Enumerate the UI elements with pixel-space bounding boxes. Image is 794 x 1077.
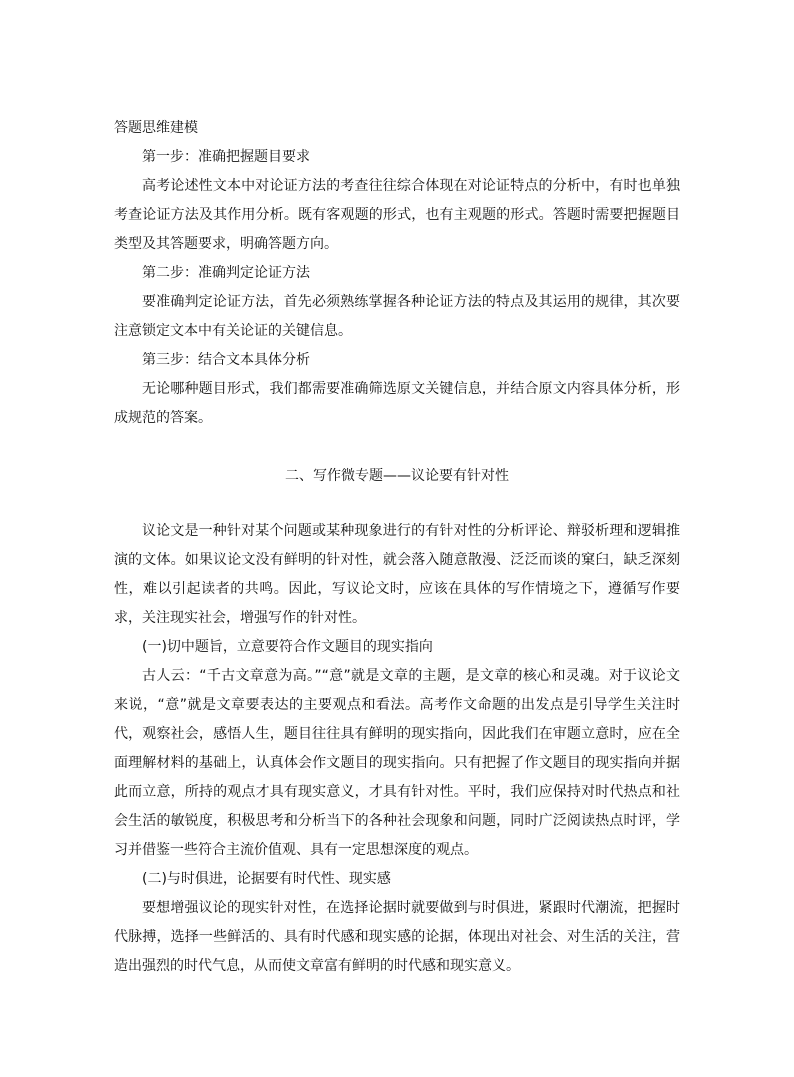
- step-3-title: 第三步：结合文本具体分析: [142, 352, 310, 368]
- step-1-text: 高考论述性文本中对论证方法的考查往往综合体现在对论证特点的分析中，有时也单独考查论证方法及其作用分析。既有客观题的形式，也有主观题的形式。答题时需要把握题目类型及其答题要求，明确答题方向。: [114, 178, 680, 252]
- step-3-text: 无论哪种题目形式，我们都需要准确筛选原文关键信息，并结合原文内容具体分析，形成规范的答案。: [114, 381, 680, 426]
- section-gap: [114, 433, 680, 459]
- subtopic-1-title: (一)切中题旨，立意要符合作文题目的现实指向: [142, 639, 433, 655]
- subtopic-2-paragraph: 要想增强议论的现实针对性，在选择论据时就要做到与时俱进，紧跟时代潮流，把握时代脉搏，选择一些鲜活的、具有时代感和现实感的论据，体现出对社会、对生活的关注，营造出强烈的时代气息，从而使文章富有鲜明的时代感和现实意义。: [114, 900, 680, 974]
- section-title-answer-model: 答题思维建模: [114, 120, 198, 136]
- step-2-text: 要准确判定论证方法，首先必须熟练掌握各种论证方法的特点及其运用的规律，其次要注意锁定文本中有关论证的关键信息。: [114, 294, 680, 339]
- step-1-title: 第一步：准确把握题目要求: [142, 149, 310, 165]
- document-content: [114, 114, 680, 981]
- step-2-title: 第二步：准确判定论证方法: [142, 265, 310, 281]
- writing-intro-paragraph: 议论文是一种针对某个问题或某种现象进行的有针对性的分析评论、辩驳析理和逻辑推演的文体。如果议论文没有鲜明的针对性，就会落入随意散漫、泛泛而谈的窠臼，缺乏深刻性，难以引起读者的共鸣。因此，写议论文时，应该在具体的写作情境之下，遵循写作要求，关注现实社会，增强写作的针对性。: [114, 523, 680, 626]
- writing-topic-title: 二、写作微专题——议论要有针对性: [285, 468, 509, 484]
- subtopic-2-title: (二)与时俱进，论据要有时代性、现实感: [142, 871, 391, 887]
- subtopic-1-paragraph: 古人云：“千古文章意为高。”“意”就是文章的主题，是文章的核心和灵魂。对于议论文来说，“意”就是文章要表达的主要观点和看法。高考作文命题的出发点是引导学生关注时代，观察社会，感悟人生，题目往往具有鲜明的现实指向，因此我们在审题立意时，应在全面理解材料的基础上，认真体会作文题目的现实指向。只有把握了作文题目的现实指向并据此而立意，所持的观点才具有现实意义，才具有针对性。平时，我们应保持对时代热点和社会生活的敏锐度，积极思考和分析当下的各种社会现象和问题，同时广泛阅读热点时评，学习并借鉴一些符合主流价值观、具有一定思想深度的观点。: [114, 668, 680, 858]
